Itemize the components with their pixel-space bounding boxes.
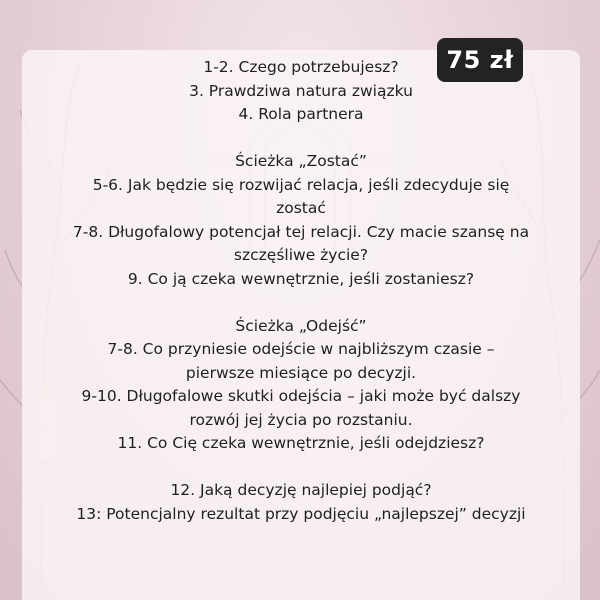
- line-9: 9. Co ją czeka wewnętrznie, jeśli zostaniesz?: [127, 269, 475, 288]
- section-heading-leave: Ścieżka „Odejść”: [235, 316, 367, 335]
- line-6: zostać: [276, 199, 326, 217]
- spacer: [22, 127, 580, 151]
- spacer: [22, 291, 580, 315]
- section-heading-stay: Ścieżka „Zostać”: [235, 152, 367, 170]
- line-13: pierwsze miesiące po decyzji.: [185, 363, 417, 382]
- line-14: 9-10. Długofalowe skutki odejścia – jaki może być dalszy: [81, 387, 521, 405]
- line-8: szczęśliwe życie?: [233, 246, 369, 264]
- line-16: 11. Co Cię czeka wewnętrznie, jeśli odejdziesz?: [117, 434, 485, 452]
- line-3: 4. Rola partnera: [238, 105, 364, 123]
- line-7: 7-8. Długofalowy potencjał tej relacji. Czy macie szansę na: [72, 222, 530, 241]
- line-1: 1-2. Czego potrzebujesz?: [203, 58, 399, 76]
- line-5: 5-6. Jak będzie się rozwijać relacja, jeśli zdecyduje się: [92, 175, 510, 194]
- reading-description: [22, 56, 580, 526]
- spacer: [22, 456, 580, 480]
- line-19: 13: Potencjalny rezultat przy podjęciu „najlepszej” decyzji: [76, 504, 526, 523]
- line-18: 12. Jaką decyzję najlepiej podjąć?: [170, 481, 432, 499]
- line-12: 7-8. Co przyniesie odejście w najbliższym czasie –: [107, 340, 495, 358]
- line-15: rozwój jej życia po rozstaniu.: [189, 410, 413, 429]
- price-badge: 75 zł: [437, 38, 523, 82]
- line-2: 3. Prawdziwa natura związku: [189, 81, 413, 100]
